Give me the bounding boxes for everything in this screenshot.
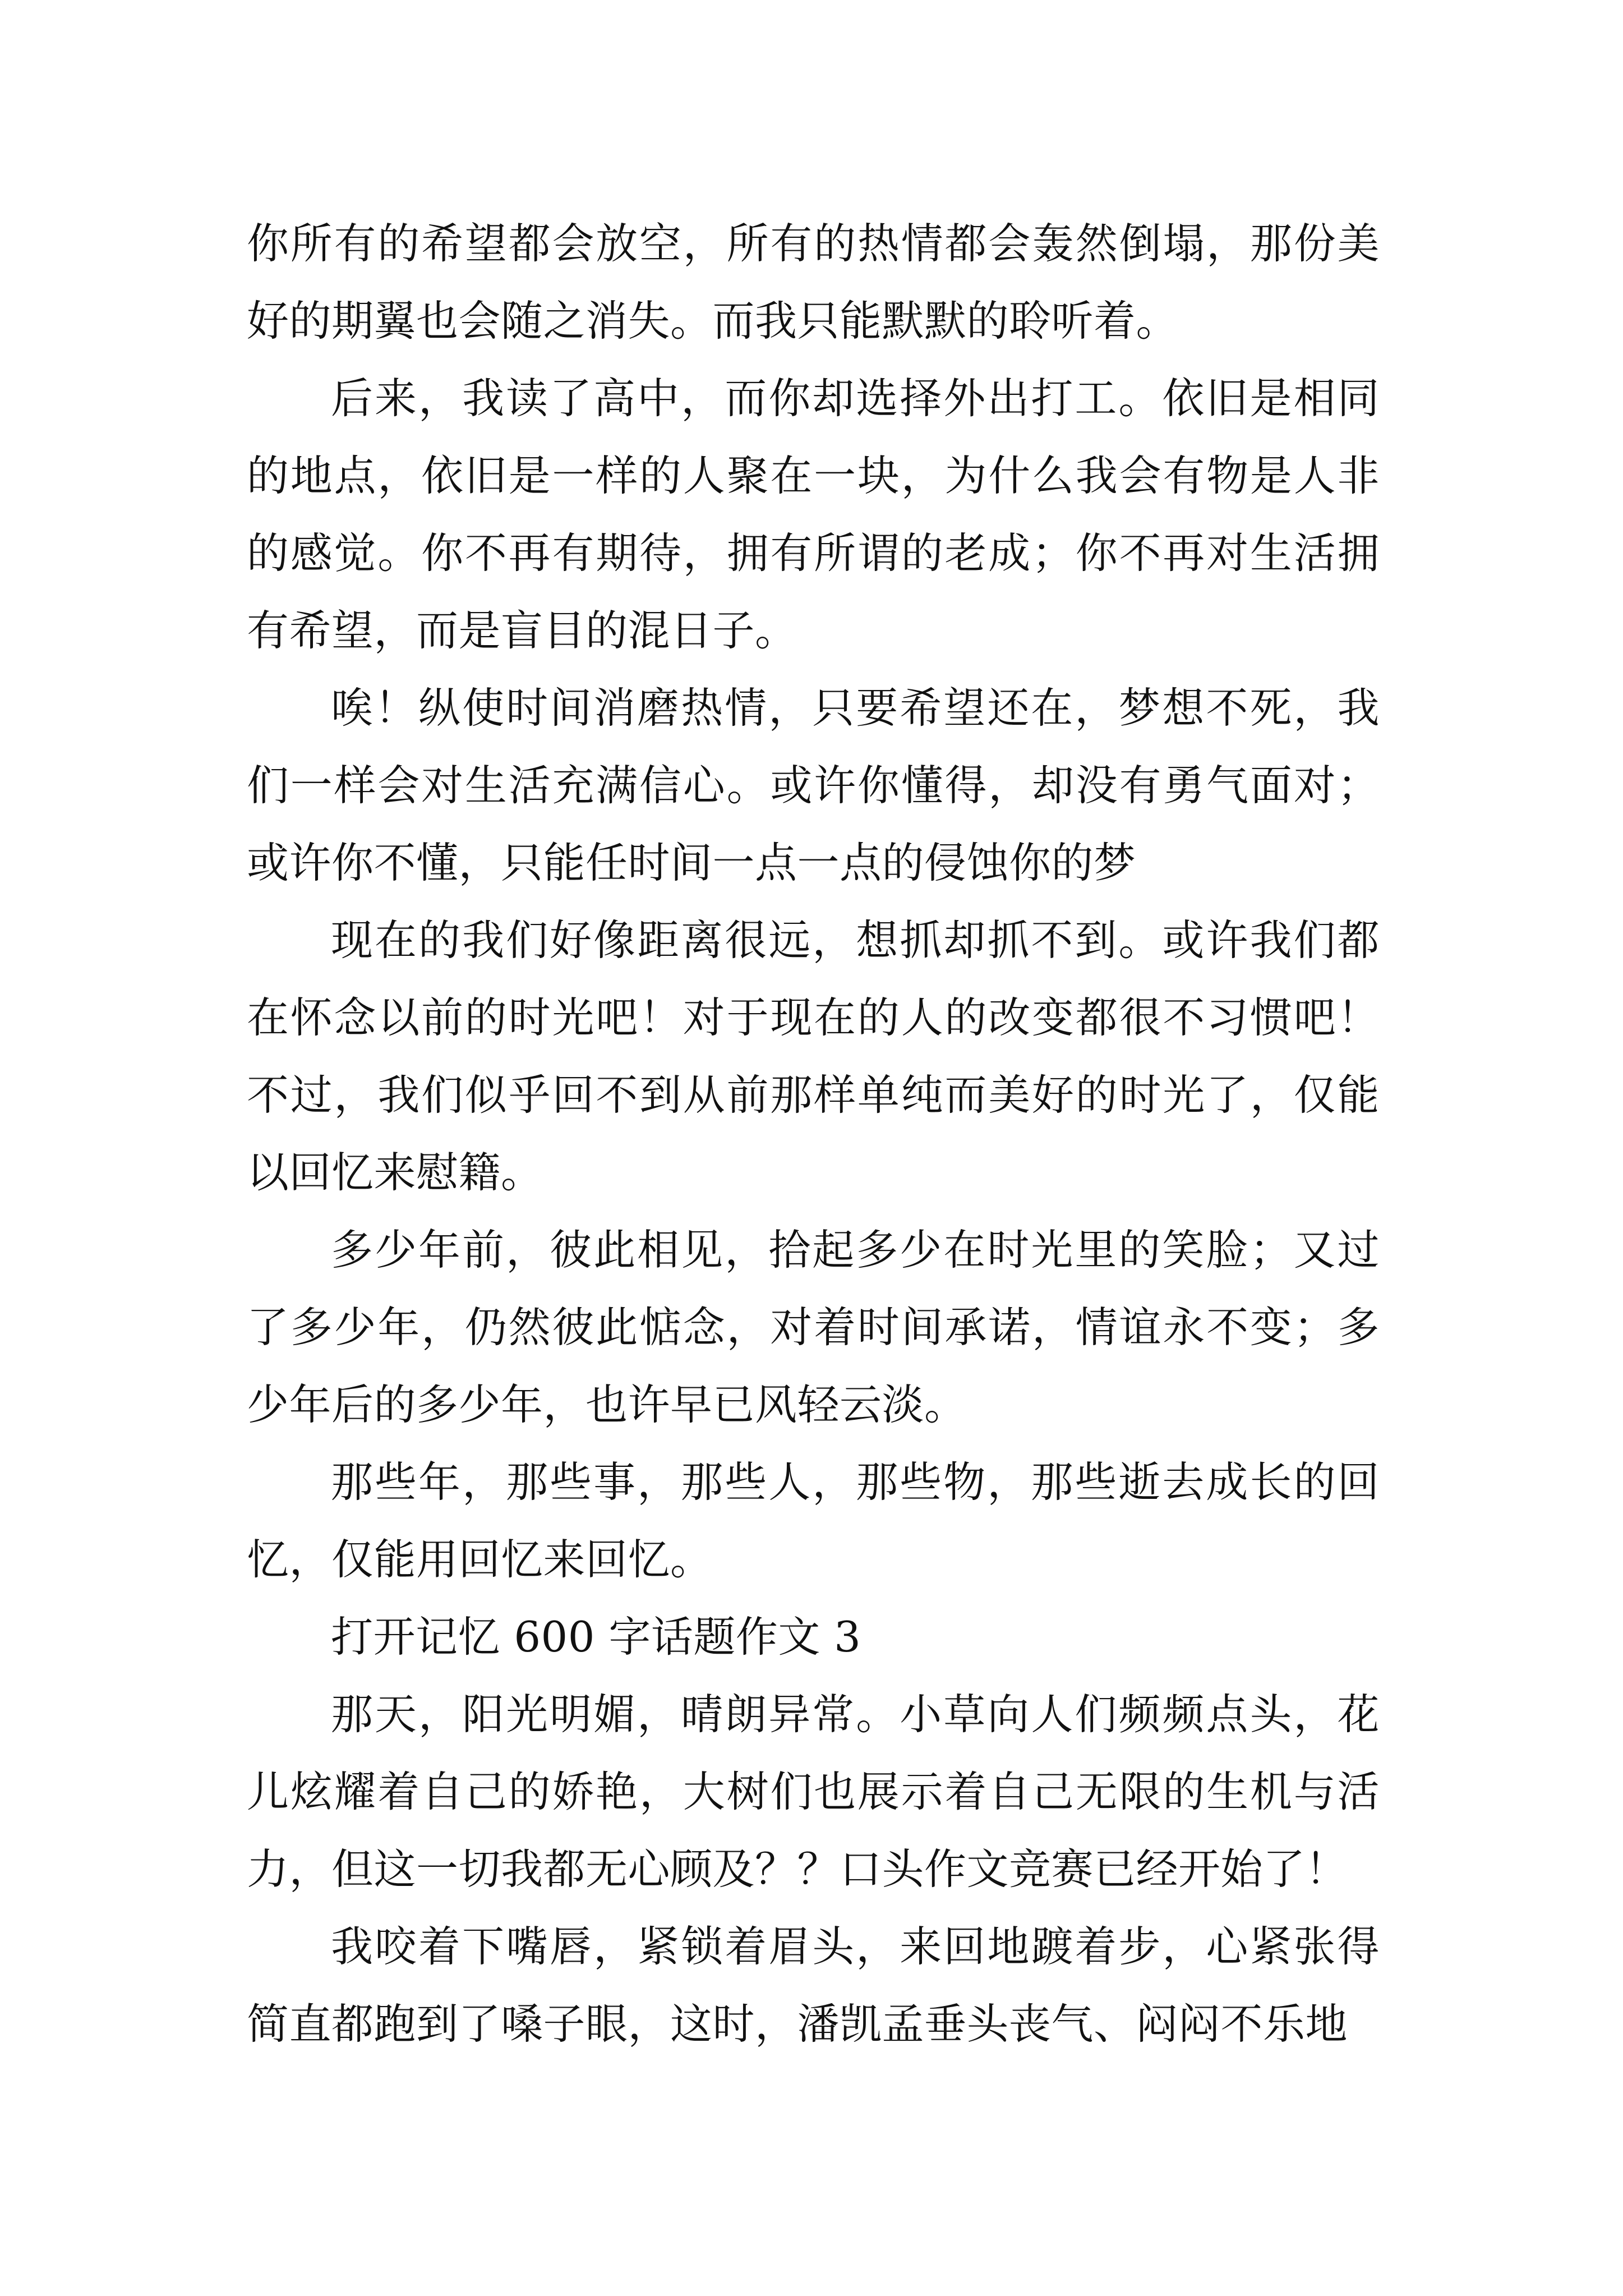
paragraph-1: 你所有的希望都会放空，所有的热情都会轰然倒塌，那份美好的期翼也会随之消失。而我只能默默的聆听着。	[247, 219, 1380, 346]
paragraph-4: 现在的我们好像距离很远，想抓却抓不到。或许我们都在怀念以前的时光吧！对于现在的人的改变都很不习惯吧！不过，我们似乎回不到从前那样单纯而美好的时光了，仅能以回忆来慰籍。	[247, 915, 1380, 1197]
section-paragraph-1: 那天，阳光明媚，晴朗异常。小草向人们频频点头，花儿炫耀着自己的娇艳，大树们也展示着自己无限的生机与活力，但这一切我都无心顾及？？口头作文竞赛已经开始了！	[247, 1690, 1380, 1894]
paragraph-6: 那些年，那些事，那些人，那些物，那些逝去成长的回忆，仅能用回忆来回忆。	[247, 1457, 1380, 1584]
paragraph-5: 多少年前，彼此相见，拾起多少在时光里的笑脸；又过了多少年，仍然彼此惦念，对着时间承诺，情谊永不变；多少年后的多少年，也许早已风轻云淡。	[247, 1225, 1380, 1429]
section-title: 打开记忆 600 字话题作文 3	[331, 1612, 861, 1662]
body-text	[247, 205, 1380, 2063]
paragraph-3: 唉！纵使时间消磨热情，只要希望还在，梦想不死，我们一样会对生活充满信心。或许你懂得，却没有勇气面对；或许你不懂，只能任时间一点一点的侵蚀你的梦	[247, 683, 1380, 887]
section-paragraph-2: 我咬着下嘴唇，紧锁着眉头，来回地踱着步，心紧张得简直都跑到了嗓子眼，这时，潘凯孟垂头丧气、闷闷不乐地	[247, 1922, 1380, 2049]
paragraph-2: 后来，我读了高中，而你却选择外出打工。依旧是相同的地点，依旧是一样的人聚在一块，为什么我会有物是人非的感觉。你不再有期待，拥有所谓的老成；你不再对生活拥有希望，而是盲目的混日子。	[247, 374, 1380, 655]
